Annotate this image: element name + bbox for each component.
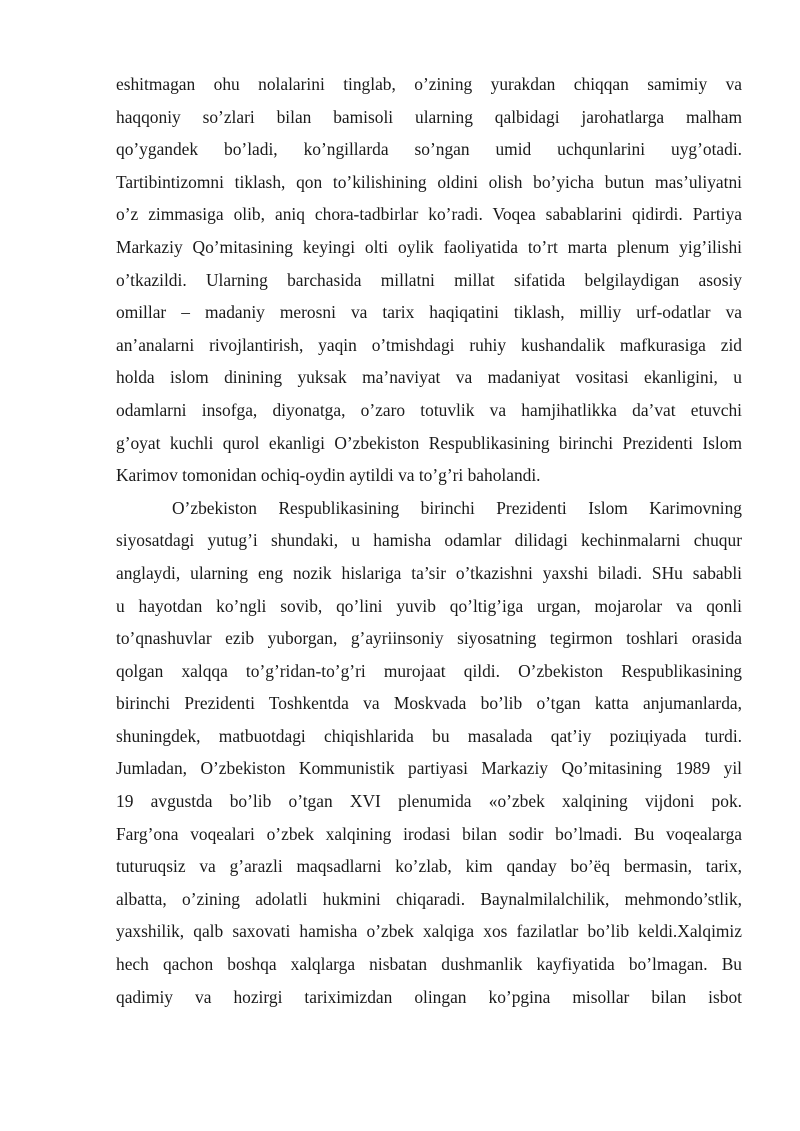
text-line: siyosatdagi yutug’i shundaki, u hamisha odamlar dilidagi kechinmalarni chuqur [116,530,742,551]
text-line: birinchi Prezidenti Toshkentda va Moskvada bo’lib o’tgan katta anjumanlarda, [116,693,742,714]
text-line: Jumladan, O’zbekiston Kommunistik partiyasi Markaziy Qo’mitasining 1989 yil [116,758,742,779]
text-line: albatta, o’zining adolatli hukmini chiqaradi. Baynalmilalchilik, mehmondo’stlik, [116,888,742,909]
text-line: omillar – madaniy merosni va tarix haqiqatini tiklash, milliy urf-odatlar va [116,302,742,323]
text-line: u hayotdan ko’ngli sovib, qo’lini yuvib qo’ltig’iga urgan, mojarolar va qonli [116,595,742,616]
text-line: an’analarni rivojlantirish, yaqin o’tmishdagi ruhiy kushandalik mafkurasiga zid [116,334,742,355]
text-line: o’tkazildi. Ularning barchasida millatni millat sifatida belgilaydigan asosiy [116,269,742,290]
text-line: anglaydi, ularning eng nozik hislariga ta’sir o’tkazishni yaxshi biladi. SHu sababli [116,562,742,583]
text-line: qadimiy va hozirgi tariximizdan olingan ko’pgina misollar bilan isbot [116,986,742,1007]
text-line: Tartibintizomni tiklash, qon to’kilishining oldini olish bo’yicha butun mas’uliyatni [116,171,742,192]
text-line: tuturuqsiz va g’arazli maqsadlarni ko’zlab, kim qanday bo’ëq bermasin, tarix, [116,856,742,877]
text-line: hech qachon boshqa xalqlarga nisbatan dushmanlik kayfiyatida bo’lmagan. Bu [116,954,742,975]
text-line: O’zbekiston Respublikasining birinchi Prezidenti Islom Karimovning [172,497,742,518]
text-line: Markaziy Qo’mitasining keyingi olti oylik faoliyatida to’rt marta plenum yig’ilishi [116,236,742,257]
text-line: shuningdek, matbuotdagi chiqishlarida bu masalada qat’iy poziцiyada turdi. [116,725,742,746]
paragraph [116,68,742,492]
text-line: qo’ygandek bo’ladi, ko’ngillarda so’ngan umid uchqunlarini uyg’otadi. [116,139,742,160]
text-line: holda islom dinining yuksak ma’naviyat va madaniyat vositasi ekanligini, u [116,367,742,388]
document-page [116,68,742,1013]
text-line: Karimov tomonidan ochiq-oydin aytildi va to’g’ri baholandi. [116,465,541,486]
text-line: o’z zimmasiga olib, aniq chora-tadbirlar ko’radi. Voqea sabablarini qidirdi. Partiya [116,204,742,225]
text-line: Farg’ona voqealari o’zbek xalqining irodasi bilan sodir bo’lmadi. Bu voqealarga [116,823,742,844]
text-line: eshitmagan ohu nolalarini tinglab, o’zining yurakdan chiqqan samimiy va [116,74,742,94]
text-line: odamlarni insofga, diyonatga, o’zaro totuvlik va hamjihatlikka da’vat etuvchi [116,399,742,420]
text-line: g’oyat kuchli qurol ekanligi O’zbekiston Respublikasining birinchi Prezidenti Islom [116,432,742,453]
text-line: haqqoniy so’zlari bilan bamisoli ularning qalbidagi jarohatlarga malham [116,106,742,127]
paragraph [116,492,742,1014]
text-line: yaxshilik, qalb saxovati hamisha o’zbek xalqiga xos fazilatlar bo’lib keldi.Xalqimiz [116,921,742,942]
text-line: 19 avgustda bo’lib o’tgan XVI plenumida «o’zbek xalqining vijdoni pok. [116,791,742,812]
text-line: qolgan xalqqa to’g’ridan-to’g’ri murojaat qildi. O’zbekiston Respublikasining [116,660,742,681]
text-line: to’qnashuvlar ezib yuborgan, g’ayriinsoniy siyosatning tegirmon toshlari orasida [116,628,742,649]
